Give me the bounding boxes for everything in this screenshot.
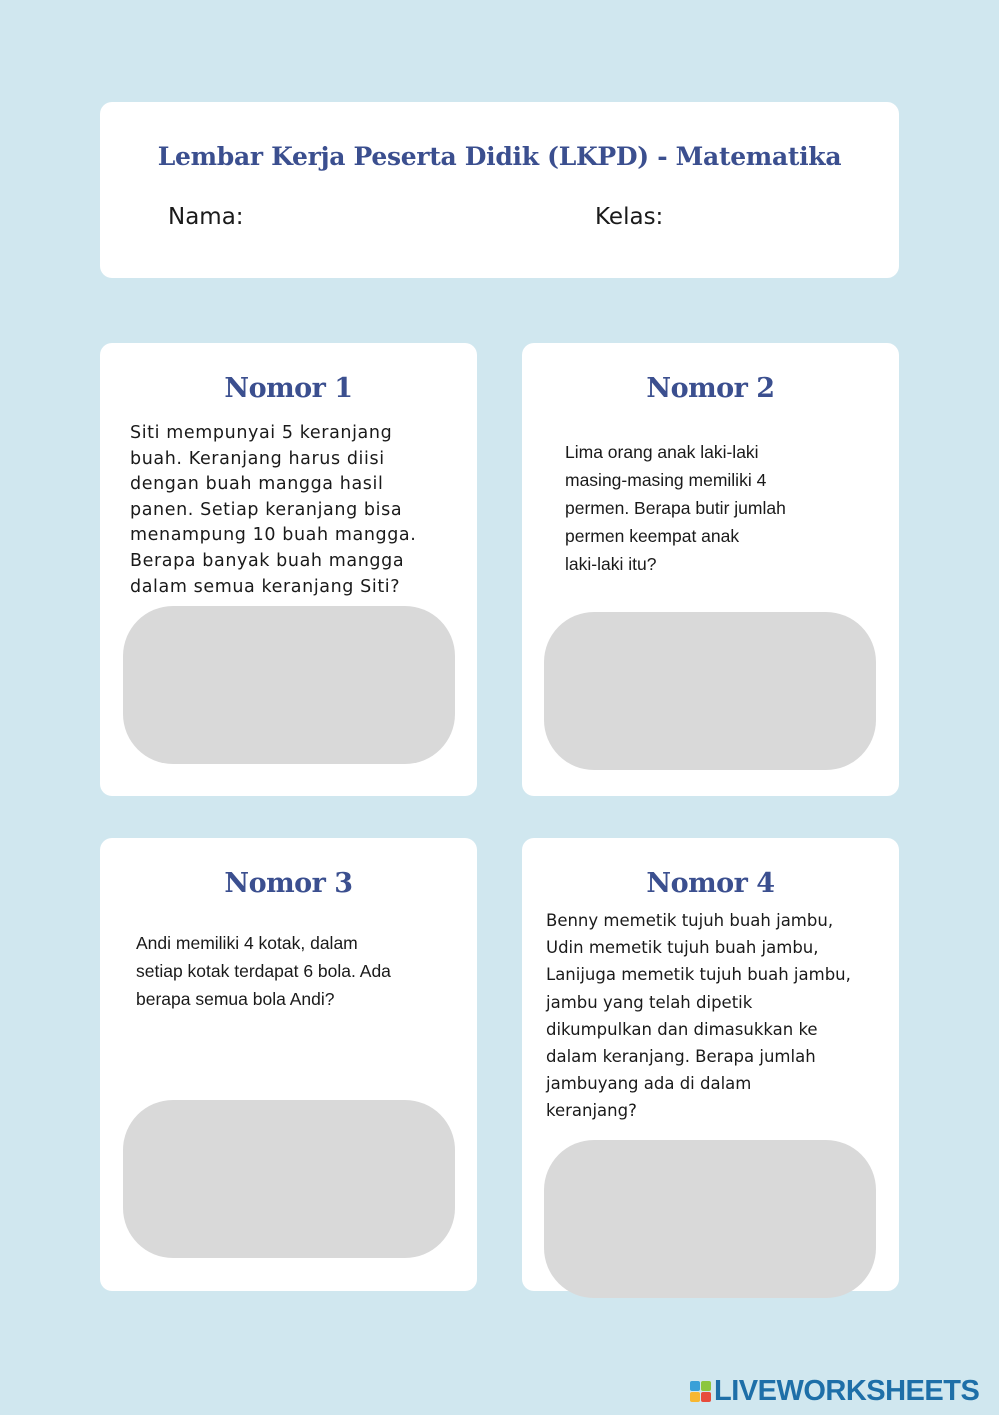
class-label: Kelas: (595, 204, 664, 230)
question-title: Nomor 3 (224, 868, 353, 899)
name-label: Nama: (168, 204, 244, 230)
question-card-1 (100, 343, 477, 796)
question-text: Lima orang anak laki-laki masing-masing memiliki 4 permen. Berapa butir jumlah permen keempat anak laki-laki itu? (565, 442, 786, 574)
liveworksheets-logo-icon (690, 1381, 711, 1402)
logo-text: LIVEWORKSHEETS (714, 1374, 980, 1407)
answer-input-1[interactable] (123, 606, 455, 764)
question-title: Nomor 4 (646, 868, 775, 899)
page-title: Lembar Kerja Peserta Didik (LKPD) - Matematika (157, 142, 842, 171)
answer-input-2[interactable] (544, 612, 876, 770)
question-text: Siti mempunyai 5 keranjang buah. Keranjang harus diisi dengan buah mangga hasil panen. Setiap keranjang bisa menampung 10 buah mangga. Berapa banyak buah mangga dalam semua keranjang Siti? (130, 423, 417, 597)
question-text: Benny memetik tujuh buah jambu, Udin memetik tujuh buah jambu, Lanijuga memetik tujuh buah jambu, jambu yang telah dipetik dikumpulkan dan dimasukkan ke dalam keranjang. Berapa jumlah jambuyang ada di dalam keranjang? (546, 911, 851, 1121)
question-card-4 (522, 838, 899, 1291)
answer-input-4[interactable] (544, 1140, 876, 1298)
question-title: Nomor 1 (224, 373, 353, 404)
question-card-3 (100, 838, 477, 1291)
liveworksheets-logo (690, 1375, 979, 1407)
question-card-2 (522, 343, 899, 796)
question-text: Andi memiliki 4 kotak, dalam setiap kotak terdapat 6 bola. Ada berapa semua bola Andi? (136, 933, 391, 1009)
question-title: Nomor 2 (646, 373, 775, 404)
answer-input-3[interactable] (123, 1100, 455, 1258)
header-card (100, 102, 899, 278)
